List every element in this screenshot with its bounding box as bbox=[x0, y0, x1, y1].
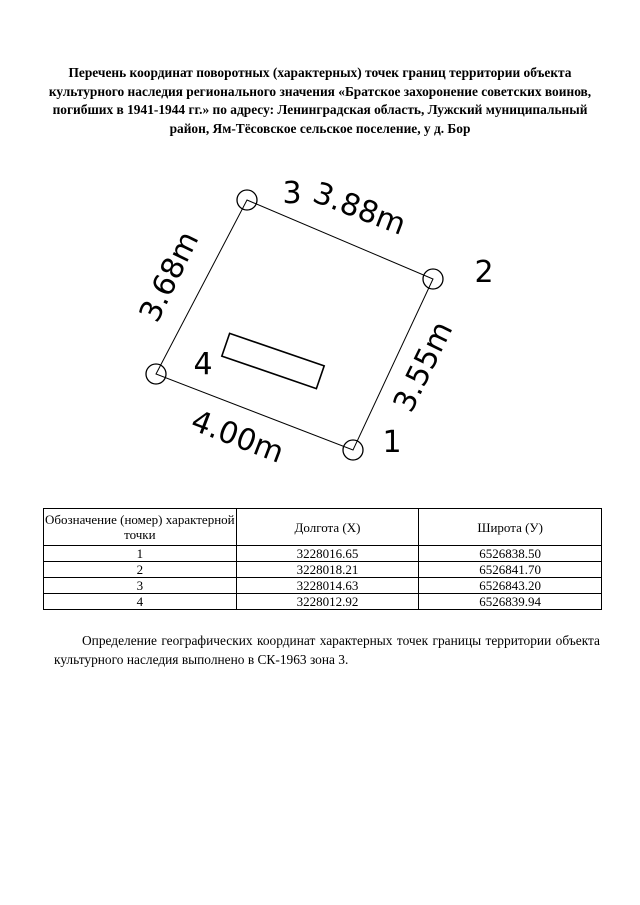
latitude-cell: 6526839.94 bbox=[419, 594, 602, 610]
longitude-cell: 3228014.63 bbox=[236, 578, 419, 594]
document-title: Перечень координат поворотных (характерных) точек границ территории объекта культурного наследия регионального значения «Братское захоронение советских воинов, погибших в 1941-1944 гг.» по адресу: Ленинградская область, Лужский муниципальный район, Ям-Тёсовское сельское поселение, у д. Бор bbox=[48, 65, 592, 136]
latitude-cell: 6526843.20 bbox=[419, 578, 602, 594]
longitude-cell: 3228012.92 bbox=[236, 594, 419, 610]
table-row bbox=[44, 594, 602, 610]
longitude-cell: 3228018.21 bbox=[236, 562, 419, 578]
memorial-outline bbox=[222, 333, 324, 388]
table-row bbox=[44, 578, 602, 594]
header-point-number: Обозначение (номер) характерной точки bbox=[44, 509, 237, 546]
note-text: Определение географических координат характерных точек границы территории объекта культурного наследия выполнено в СК-1963 зона 3. bbox=[54, 633, 600, 667]
table-row bbox=[44, 546, 602, 562]
coordinates-table bbox=[43, 508, 602, 610]
point-label-1: 1 bbox=[382, 425, 402, 460]
table-row bbox=[44, 562, 602, 578]
table-header-row bbox=[44, 509, 602, 546]
latitude-cell: 6526841.70 bbox=[419, 562, 602, 578]
point-number-cell: 3 bbox=[44, 578, 237, 594]
point-number-cell: 2 bbox=[44, 562, 237, 578]
distance-label-4-1: 4.00m bbox=[186, 403, 289, 471]
distance-label-4-3: 3.68m bbox=[132, 226, 207, 328]
coordinate-system-note bbox=[54, 632, 600, 669]
distance-label-1-2: 3.55m bbox=[386, 316, 461, 418]
longitude-cell: 3228016.65 bbox=[236, 546, 419, 562]
header-longitude: Долгота (X) bbox=[236, 509, 419, 546]
header-latitude: Широта (У) bbox=[419, 509, 602, 546]
distance-label-3-2: 3.88m bbox=[308, 175, 411, 243]
point-number-cell: 4 bbox=[44, 594, 237, 610]
point-label-4: 4 bbox=[193, 347, 213, 382]
point-label-2: 2 bbox=[474, 255, 494, 290]
point-number-cell: 1 bbox=[44, 546, 237, 562]
point-label-3: 3 bbox=[282, 176, 302, 211]
latitude-cell: 6526838.50 bbox=[419, 546, 602, 562]
